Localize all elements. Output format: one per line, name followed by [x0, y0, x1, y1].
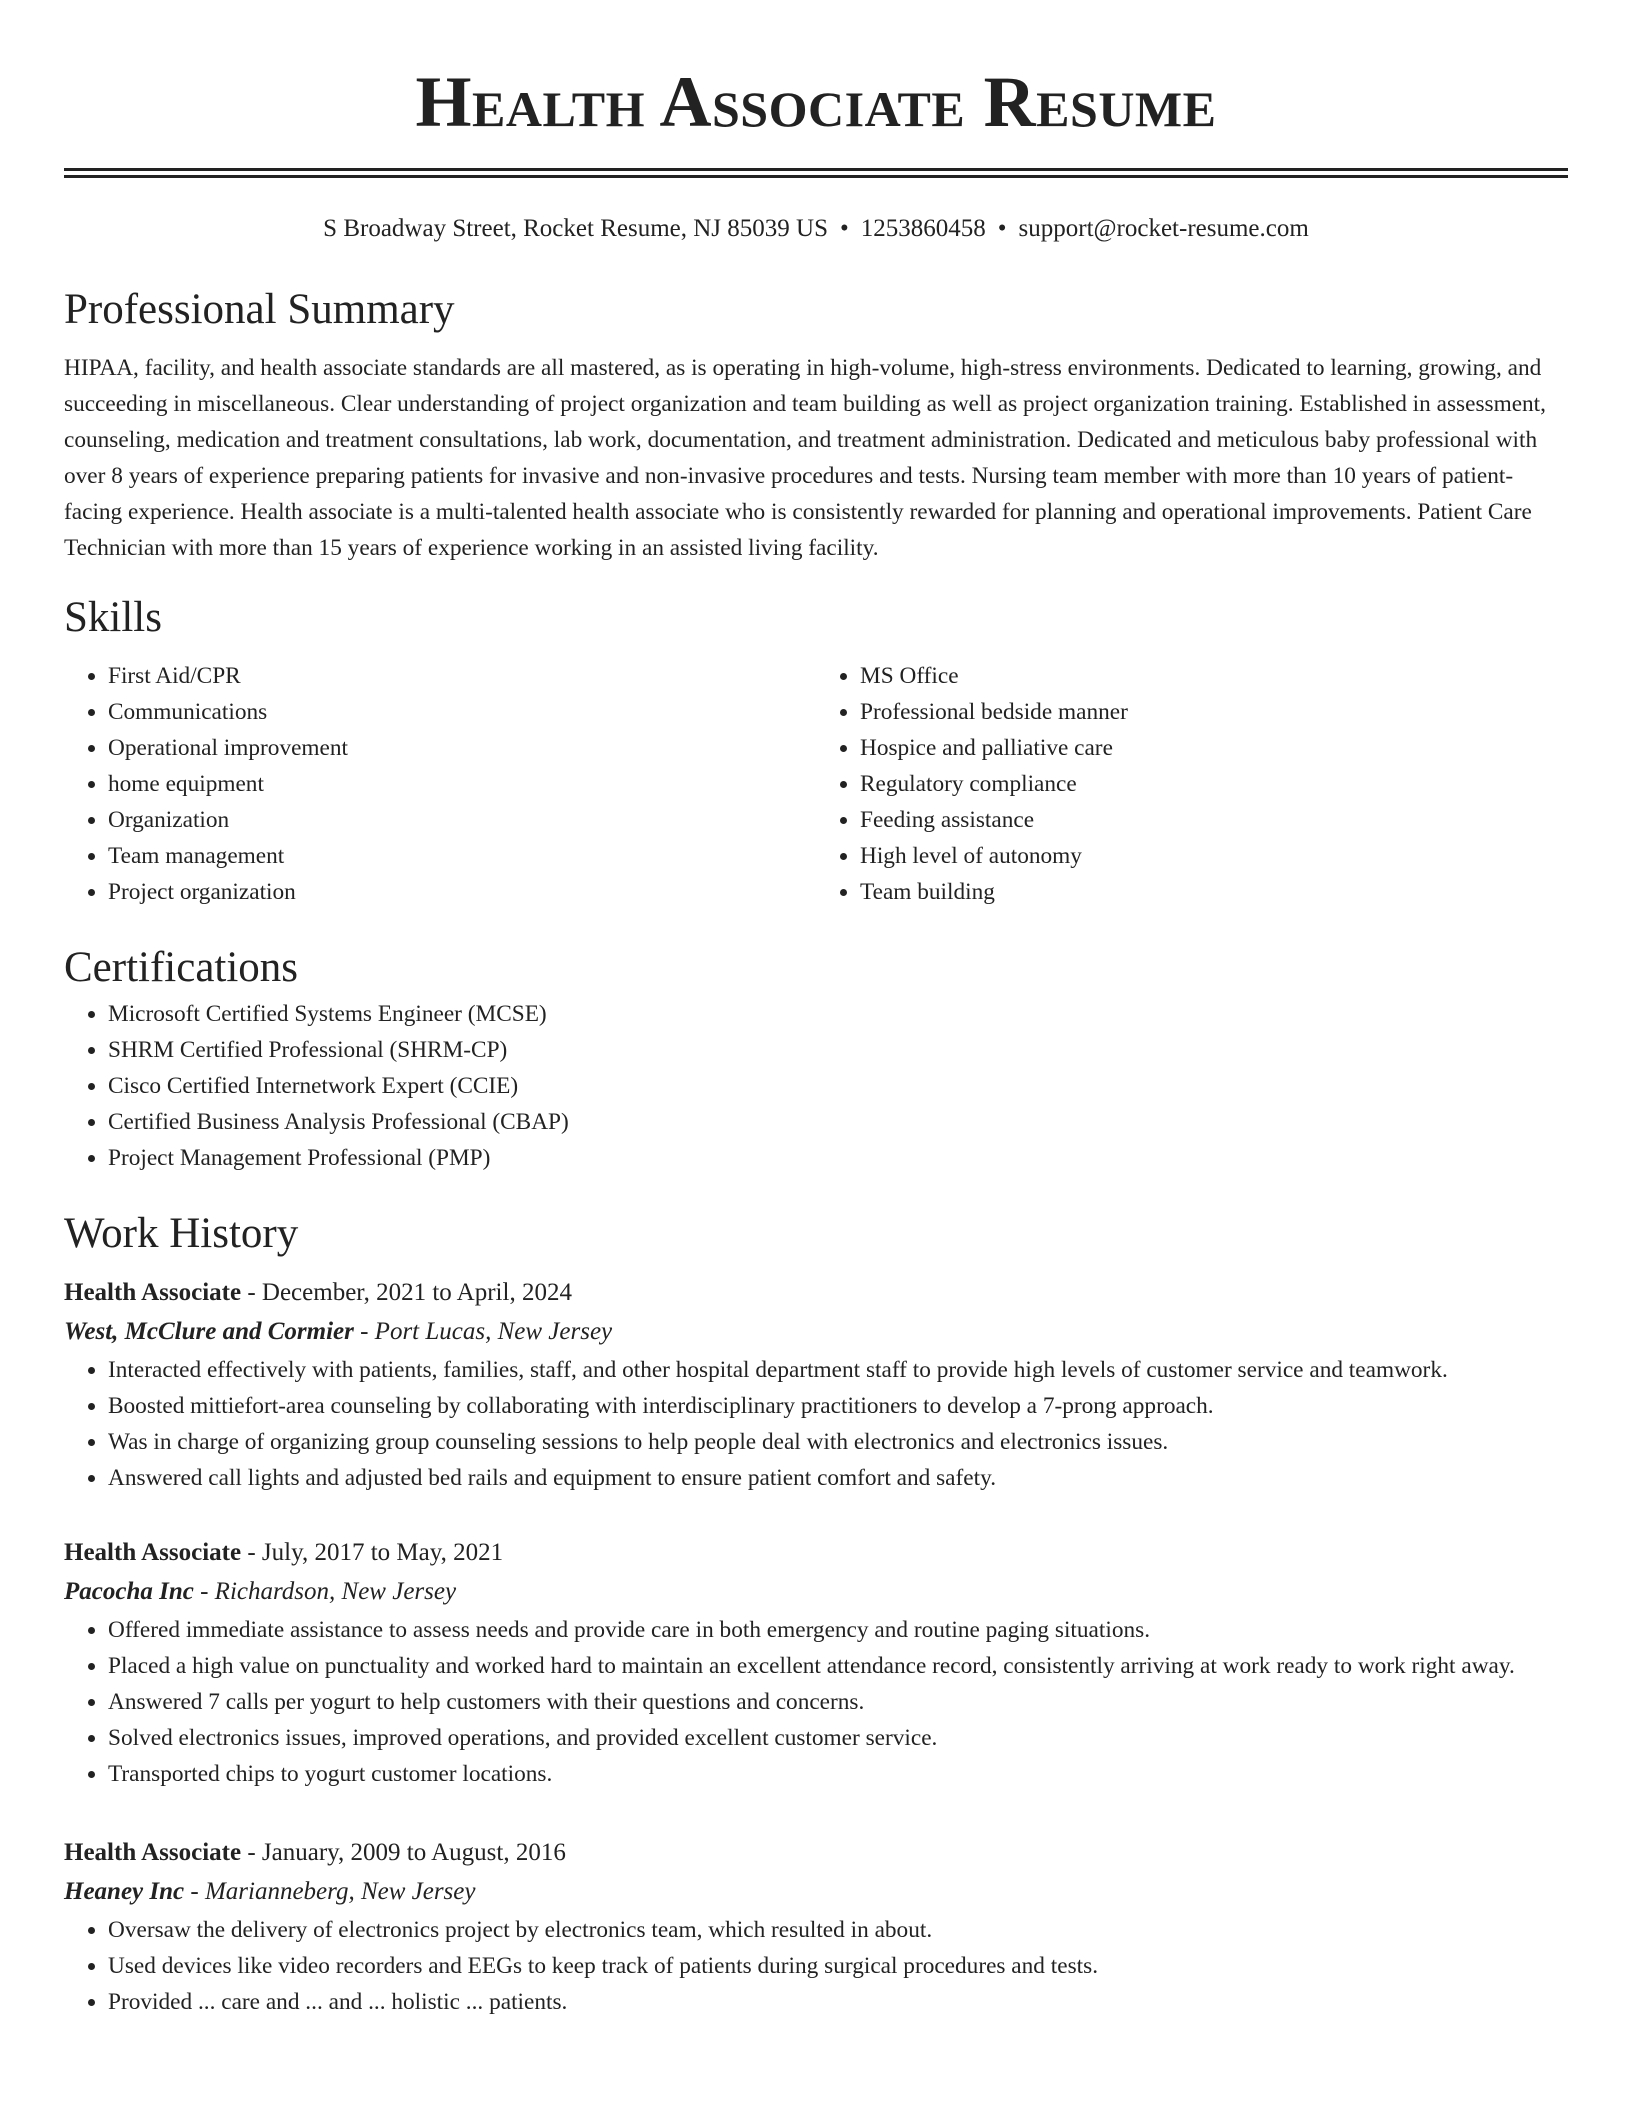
certification-item: • Cisco Certified Internetwork Expert (CCIE): [108, 1068, 1568, 1104]
skill-item: • Organization: [108, 802, 816, 838]
contact-separator: •: [997, 215, 1007, 242]
job-duty: • Solved electronics issues, improved operations, and provided excellent customer service.: [108, 1720, 1568, 1756]
certification-item: • SHRM Certified Professional (SHRM-CP): [108, 1032, 1568, 1068]
title-double-rule: [64, 168, 1568, 178]
job-company-line: [64, 1872, 1568, 1912]
job-title-line: [64, 1834, 1568, 1872]
skills-grid: [64, 658, 1568, 910]
job-duty: • Was in charge of organizing group counseling sessions to help people deal with electronics and electronics issues.: [108, 1424, 1568, 1460]
skill-item: • First Aid/CPR: [108, 658, 816, 694]
summary-heading: Professional Summary: [64, 286, 455, 333]
job-duty: • Provided ... care and ... and ... holistic ... patients.: [108, 1984, 1568, 2020]
certification-item: • Project Management Professional (PMP): [108, 1140, 1568, 1176]
job-duty: • Used devices like video recorders and EEGs to keep track of patients during surgical procedures and tests.: [108, 1948, 1568, 1984]
job-duty: • Answered call lights and adjusted bed rails and equipment to ensure patient comfort and safety.: [108, 1460, 1568, 1496]
job-company: Heaney Inc: [64, 1878, 185, 1905]
skill-item: • Team building: [860, 874, 1568, 910]
job-dates: - January, 2009 to August, 2016: [241, 1839, 566, 1866]
certification-item: • Microsoft Certified Systems Engineer (MCSE): [108, 996, 1568, 1032]
job-entry: [64, 1834, 1568, 2020]
job-entry: [64, 1534, 1568, 1792]
skill-item: • Feeding assistance: [860, 802, 1568, 838]
skill-item: • Regulatory compliance: [860, 766, 1568, 802]
contact-address: S Broadway Street, Rocket Resume, NJ 85039 US: [323, 215, 828, 242]
summary-text: HIPAA, facility, and health associate standards are all mastered, as is operating in high-volume, high-stress environments. Dedicated to learning, growing, and succeeding in miscellaneous. Clear understanding of project organization and team building as well as project organization training. Established in assessment, counseling, medication and treatment consultations, lab work, documentation, and treatment administration. Dedicated and meticulous baby professional with over 8 years of experience preparing patients for invasive and non-invasive procedures and tests. Nursing team member with more than 10 years of patient-facing experience. Health associate is a multi-talented health associate who is consistently rewarded for planning and operational improvements. Patient Care Technician with more than 15 years of experience working in an assisted living facility.: [64, 355, 1546, 561]
skills-list-left: [64, 658, 816, 910]
job-company-line: [64, 1312, 1568, 1352]
skills-list-right: [816, 658, 1568, 910]
skill-item: • Operational improvement: [108, 730, 816, 766]
job-dates: - July, 2017 to May, 2021: [241, 1539, 504, 1566]
work-history-heading: Work History: [64, 1210, 299, 1257]
job-duty: • Placed a high value on punctuality and worked hard to maintain an excellent attendance record, consistently arriving at work ready to work right away.: [108, 1648, 1568, 1684]
skill-item: • home equipment: [108, 766, 816, 802]
job-duties-list: [64, 1912, 1568, 2020]
skill-item: • Hospice and palliative care: [860, 730, 1568, 766]
job-title: Health Associate: [64, 1279, 242, 1306]
contact-phone: 1253860458: [860, 215, 986, 242]
skill-item: • High level of autonomy: [860, 838, 1568, 874]
job-duty: • Answered 7 calls per yogurt to help customers with their questions and concerns.: [108, 1684, 1568, 1720]
job-duties-list: [64, 1352, 1568, 1496]
skill-item: • MS Office: [860, 658, 1568, 694]
job-duty: • Boosted mittiefort-area counseling by collaborating with interdisciplinary practitioners to develop a 7-prong approach.: [108, 1388, 1568, 1424]
job-company: Pacocha Inc: [64, 1578, 194, 1605]
job-location: - Marianneberg, New Jersey: [184, 1878, 476, 1905]
skill-item: • Professional bedside manner: [860, 694, 1568, 730]
certifications-heading: Certifications: [64, 944, 299, 991]
job-title-line: [64, 1274, 1568, 1312]
job-duty: • Interacted effectively with patients, families, staff, and other hospital department staff to provide high levels of customer service and teamwork.: [108, 1352, 1568, 1388]
skills-heading: Skills: [64, 594, 162, 641]
contact-line: [64, 212, 1568, 246]
job-title: Health Associate: [64, 1539, 242, 1566]
job-dates: - December, 2021 to April, 2024: [241, 1279, 572, 1306]
job-duty: • Oversaw the delivery of electronics project by electronics team, which resulted in about.: [108, 1912, 1568, 1948]
skill-item: • Communications: [108, 694, 816, 730]
contact-email: support@rocket-resume.com: [1018, 215, 1309, 242]
skill-item: • Team management: [108, 838, 816, 874]
job-duty: • Transported chips to yogurt customer locations.: [108, 1756, 1568, 1792]
job-duty: • Offered immediate assistance to assess needs and provide care in both emergency and routine paging situations.: [108, 1612, 1568, 1648]
job-location: - Richardson, New Jersey: [193, 1578, 457, 1605]
skill-item: • Project organization: [108, 874, 816, 910]
job-entry: [64, 1274, 1568, 1496]
certifications-list: [64, 996, 1568, 1176]
certification-item: • Certified Business Analysis Professional (CBAP): [108, 1104, 1568, 1140]
job-location: - Port Lucas, New Jersey: [353, 1318, 613, 1345]
job-duties-list: [64, 1612, 1568, 1792]
resume-title: Health Associate Resume: [415, 62, 1217, 142]
contact-separator: •: [839, 215, 849, 242]
job-title: Health Associate: [64, 1839, 242, 1866]
job-title-line: [64, 1534, 1568, 1572]
job-company: West, McClure and Cormier: [64, 1318, 354, 1345]
job-company-line: [64, 1572, 1568, 1612]
